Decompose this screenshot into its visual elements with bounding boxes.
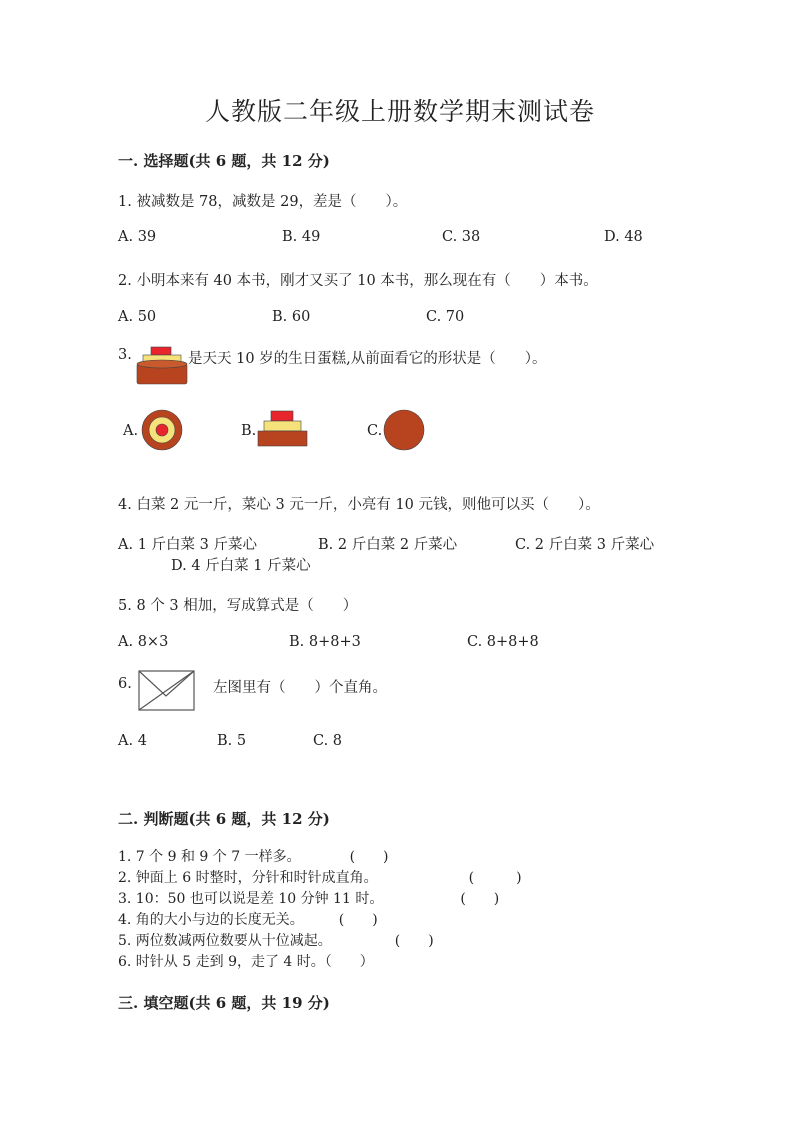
judgment-item-5: 5. 两位数减两位数要从十位减起。 ( ) xyxy=(118,933,434,949)
question-3-option-b: B. xyxy=(241,423,257,439)
envelope-figure-icon xyxy=(138,670,196,712)
question-4-text: 4. 白菜 2 元一斤，菜心 3 元一斤，小亮有 10 元钱，则他可以买（ ）。 xyxy=(118,497,600,513)
front-view-cake-icon xyxy=(257,410,309,448)
judgment-item-2: 2. 钟面上 6 时整时，分针和时针成直角。 ( ) xyxy=(118,870,522,886)
question-5-option-c: C. 8+8+8 xyxy=(467,634,539,650)
question-5-option-b: B. 8+8+3 xyxy=(289,634,361,650)
question-1-option-b: B. 49 xyxy=(282,229,321,245)
question-2-option-c: C. 70 xyxy=(426,309,465,325)
question-4-option-d: D. 4 斤白菜 1 斤菜心 xyxy=(171,558,311,574)
question-1-option-c: C. 38 xyxy=(442,229,481,245)
question-1-option-a: A. 39 xyxy=(118,229,157,245)
question-2-option-a: A. 50 xyxy=(118,309,157,325)
question-1-option-d: D. 48 xyxy=(604,229,643,245)
section-heading-choice: 一. 选择题(共 6 题，共 12 分) xyxy=(118,152,330,170)
page-title: 人教版二年级上册数学期末测试卷 xyxy=(204,97,595,126)
question-6-option-b: B. 5 xyxy=(217,733,247,749)
judgment-item-3: 3. 10：50 也可以说是差 10 分钟 11 时。 ( ) xyxy=(118,891,500,907)
question-1-text: 1. 被减数是 78，减数是 29，差是（ ）。 xyxy=(118,194,408,210)
question-5-option-a: A. 8×3 xyxy=(118,634,169,650)
judgment-item-4: 4. 角的大小与边的长度无关。 ( ) xyxy=(118,912,378,928)
question-3-option-a: A. xyxy=(123,423,139,439)
section-heading-fill-blank: 三. 填空题(共 6 题，共 19 分) xyxy=(118,994,330,1012)
section-heading-judgment: 二. 判断题(共 6 题，共 12 分) xyxy=(118,810,330,828)
question-6-number: 6. xyxy=(118,676,132,692)
question-2-text: 2. 小明本来有 40 本书，刚才又买了 10 本书，那么现在有（ ）本书。 xyxy=(118,273,598,289)
question-4-option-b: B. 2 斤白菜 2 斤菜心 xyxy=(318,537,458,553)
question-3-option-c: C. xyxy=(367,423,383,439)
top-view-cake-icon xyxy=(141,409,183,451)
question-3-text: 是天天 10 岁的生日蛋糕,从前面看它的形状是（ ）。 xyxy=(188,351,547,367)
circle-view-cake-icon xyxy=(383,409,425,451)
judgment-item-1: 1. 7 个 9 和 9 个 7 一样多。 ( ) xyxy=(118,849,389,865)
question-4-option-a: A. 1 斤白菜 3 斤菜心 xyxy=(118,537,257,553)
cake-icon xyxy=(136,346,190,386)
judgment-item-6: 6. 时针从 5 走到 9，走了 4 时。（ ） xyxy=(118,954,374,970)
question-6-text: 左图里有（ ）个直角。 xyxy=(213,680,387,696)
question-5-text: 5. 8 个 3 相加，写成算式是（ ） xyxy=(118,598,358,614)
question-6-option-a: A. 4 xyxy=(118,733,147,749)
question-6-option-c: C. 8 xyxy=(313,733,343,749)
question-2-option-b: B. 60 xyxy=(272,309,311,325)
question-3-number: 3. xyxy=(118,347,132,363)
question-4-option-c: C. 2 斤白菜 3 斤菜心 xyxy=(515,537,655,553)
